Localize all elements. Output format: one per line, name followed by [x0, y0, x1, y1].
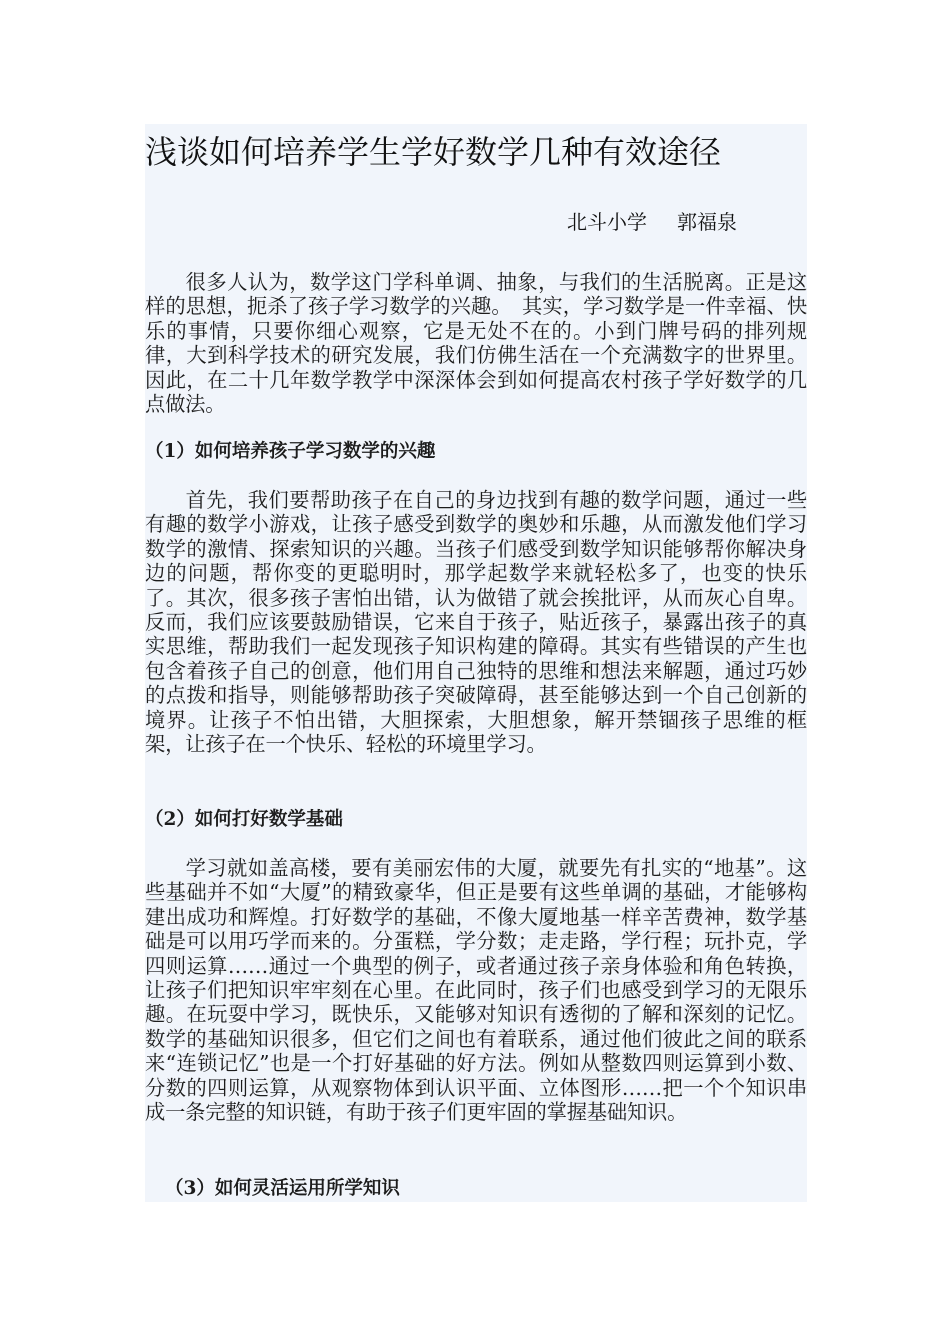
section-3-heading: （3）如何灵活运用所学知识	[165, 1178, 400, 1199]
document-title: 浅谈如何培养学生学好数学几种有效途径	[145, 133, 722, 171]
section-2-heading: （2）如何打好数学基础	[145, 809, 343, 830]
section-1-heading: （1）如何培养孩子学习数学的兴趣	[145, 441, 436, 462]
section-2-paragraph: 学习就如盖高楼，要有美丽宏伟的大厦，就要先有扎实的“地基”。这些基础并不如“大厦”的精致豪华，但正是要有这些单调的基础，才能够构建出成功和辉煌。打好数学的基础，不像大厦地基一样辛苦费神，数学基础是可以用巧学而来的。分蛋糕，学分数；走走路，学行程；玩扑克，学四则运算……通过一个典型的例子，或者通过孩子亲身体验和角色转换，让孩子们把知识牢牢刻在心里。在此同时，孩子们也感受到学习的无限乐趣。在玩耍中学习，既快乐，又能够对知识有透彻的了解和深刻的记忆。数学的基础知识很多，但它们之间也有着联系，通过他们彼此之间的联系来“连锁记忆”也是一个打好基础的好方法。例如从整数四则运算到小数、分数的四则运算，从观察物体到认识平面、立体图形……把一个个知识串成一条完整的知识链，有助于孩子们更牢固的掌握基础知识。	[145, 856, 807, 1125]
intro-paragraph: 很多人认为，数学这门学科单调、抽象，与我们的生活脱离。正是这样的思想，扼杀了孩子学习数学的兴趣。 其实，学习数学是一件幸福、快乐的事情，只要你细心观察，它是无处不在的。小到门牌号码的排列规律，大到科学技术的研究发展，我们仿佛生活在一个充满数字的世界里。因此，在二十几年数学教学中深深体会到如何提高农村孩子学好数学的几点做法。	[145, 270, 807, 417]
author-school: 北斗小学	[567, 210, 647, 234]
author-line	[567, 207, 737, 237]
section-1-paragraph: 首先，我们要帮助孩子在自己的身边找到有趣的数学问题，通过一些有趣的数学小游戏，让孩子感受到数学的奥妙和乐趣，从而激发他们学习数学的激情、探索知识的兴趣。当孩子们感受到数学知识能够帮你解决身边的问题，帮你变的更聪明时，那学起数学来就轻松多了，也变的快乐了。其次，很多孩子害怕出错，认为做错了就会挨批评，从而灰心自卑。反而，我们应该要鼓励错误，它来自于孩子，贴近孩子，暴露出孩子的真实思维，帮助我们一起发现孩子知识构建的障碍。其实有些错误的产生也包含着孩子自己的创意，他们用自己独特的思维和想法来解题，通过巧妙的点拨和指导，则能够帮助孩子突破障碍，甚至能够达到一个自己创新的境界。让孩子不怕出错，大胆探索，大胆想象，解开禁锢孩子思维的框架，让孩子在一个快乐、轻松的环境里学习。	[145, 488, 807, 757]
author-name: 郭福泉	[677, 210, 737, 234]
